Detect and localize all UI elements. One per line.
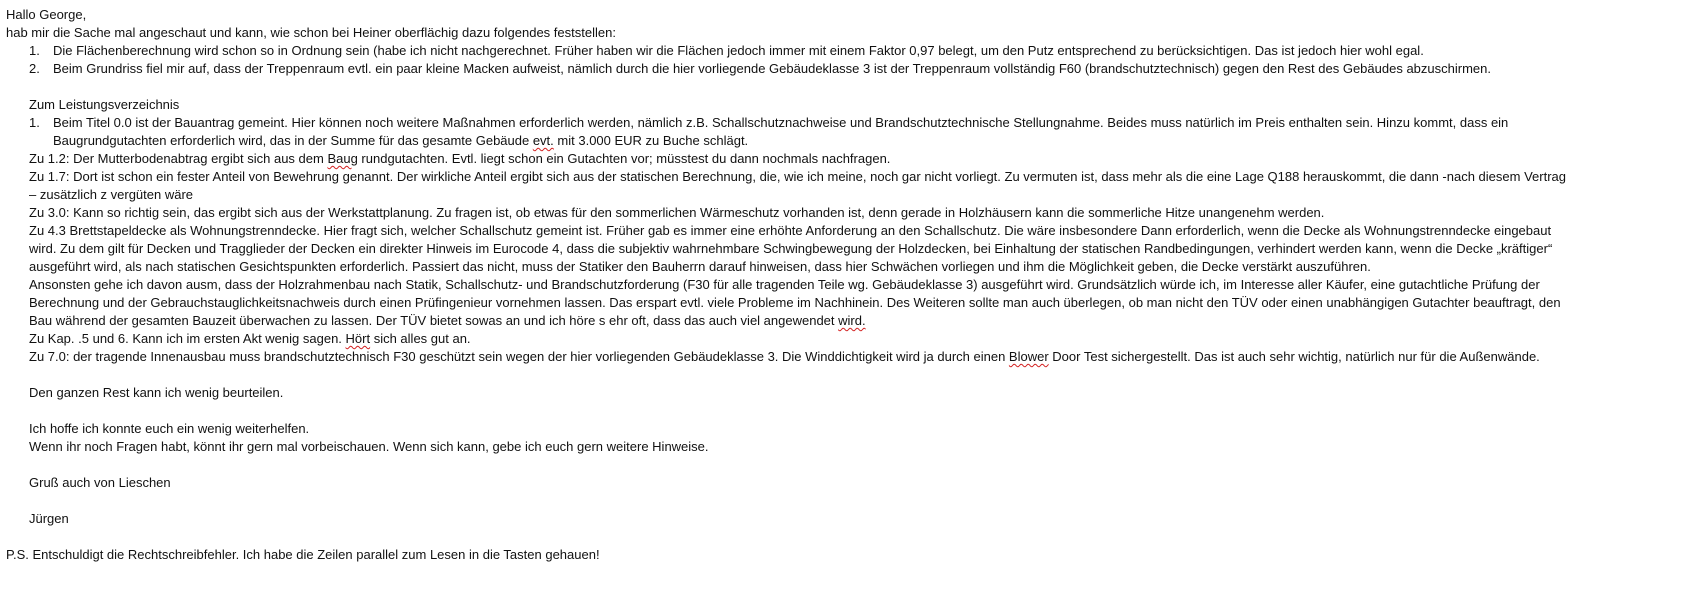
paragraph-kap (6, 330, 1676, 348)
section-title: Zum Leistungsverzeichnis (29, 97, 180, 112)
blank-line (6, 528, 1676, 546)
list-number: 1. (29, 43, 40, 58)
text-run: Ansonsten gehe ich davon ausm, dass der Holzrahmenbau nach Statik, Schallschutz- und Brandschutzforderung (F30 für alle tragenden Teile wg. Gebäudeklasse 3) ausgeführt wird. Grundsätzlich würde ich, im Interesse aller Käufer, eine gutachtliche Prüfung der Berechnung und der Gebrauchstauglichkeitsnachweis durch einen Prüfingenieur vornehmen lassen. Das erspart evtl. viele Probleme im Nachhinein. Des Weiteren sollte man auch überlegen, ob man nicht den TÜV oder einen unabhängigen Gutachter beauftragt, den Bau während der gesamten Bauzeit überwachen zu lassen. Der TÜV bietet sowas an und ich höre s ehr oft, dass das auch viel angewendet (29, 277, 1561, 328)
spelling-error-mark: Hört (345, 331, 371, 346)
blank-line (6, 366, 1676, 384)
rest-line: Den ganzen Rest kann ich wenig beurteilen. (29, 385, 284, 400)
paragraph-z43: Zu 4.3 Brettstapeldecke als Wohnungstrenndecke. Hier fragt sich, welcher Schallschutz gemeint ist. Früher gab es immer eine erhöhte Anforderung an den Schallschutz. Die wäre insbesondere Dann erforderlich, wenn die Decke als Wohnungstrenndecke eingebaut wird. Zu dem gilt für Decken und Tragglieder der Decken ein direkter Hinweis im Eurocode 4, dass die subjektiv wahrnehmbare Schwingbewegung der Holzdecken, bei Einhaltung der statischen Randbedingungen, verhindert werden kann, wenn die Decke „kräftiger“ ausgeführt wird, als nach statischen Gesichtspunkten erforderlich. Passiert das nicht, muss der Statiker den Bauherrn darauf hinweisen, dass hier Schwächen vorliegen und ihm die Möglichkeit geben, die Decke verstärkt auszuführen. (29, 223, 1553, 274)
hope-line: Ich hoffe ich konnte euch ein wenig weiterhelfen. (29, 421, 310, 436)
greeting: Hallo George, (6, 7, 87, 22)
list-item (6, 42, 1676, 60)
spelling-error-mark: Blower (1008, 349, 1049, 364)
text-run: Door Test sichergestellt. Das ist auch sehr wichtig, natürlich nur für die Außenwände. (1048, 349, 1540, 364)
spelling-error-mark: wird. (838, 313, 866, 328)
spelling-error-mark: Baug (327, 151, 358, 166)
list-item-text: Die Flächenberechnung wird schon so in Ordnung sein (habe ich nicht nachgerechnet. Früher haben wir die Flächen jedoch immer mit einem Faktor 0,97 belegt, um den Putz entsprechend zu berücksichtigen. Das ist jedoch hier wohl egal. (53, 43, 1424, 58)
list-item-text-end: mit 3.000 EUR zu Buche schlägt. (553, 133, 749, 148)
postscript: P.S. Entschuldigt die Rechtschreibfehler. Ich habe die Zeilen parallel zum Lesen in die Tasten gehauen! (6, 547, 600, 562)
paragraph-z70 (6, 348, 1676, 366)
blank-line (6, 402, 1676, 420)
list-item (6, 60, 1676, 78)
paragraph-z17: Zu 1.7: Dort ist schon ein fester Anteil von Bewehrung genannt. Der wirkliche Anteil ergibt sich aus der statischen Berechnung, die, wie ich meine, noch gar nicht vorliegt. Zu vermuten ist, dass mehr als die eine Lage Q188 herauskommt, die dann -nach diesem Vertrag – zusätzlich z vergüten wäre (29, 169, 1566, 202)
list-item (6, 114, 1676, 150)
text-run: sich alles gut an. (370, 331, 471, 346)
intro-line: hab mir die Sache mal angeschaut und kann, wie schon bei Heiner oberflächig dazu folgendes feststellen: (6, 25, 616, 40)
list-number: 2. (29, 61, 40, 76)
text-run: Zu 7.0: der tragende Innenausbau muss brandschutztechnisch F30 geschützt sein wegen der hier vorliegenden Gebäudeklasse 3. Die Winddichtigkeit wird ja durch einen (29, 349, 1009, 364)
list-item-text: Beim Titel 0.0 ist der Bauantrag gemeint. Hier können noch weitere Maßnahmen erforderlich werden, nämlich z.B. Schallschutznachweise und Brandschutztechnische Stellungnahme. Beides muss natürlich im Preis enthalten sein. Hinzu kommt, dass ein Baugrundgutachten erforderlich wird, das in der Summe für das gesamte Gebäude (53, 115, 1509, 148)
blank-line (6, 492, 1676, 510)
paragraph-z30: Zu 3.0: Kann so richtig sein, das ergibt sich aus der Werkstattplanung. Zu fragen ist, ob etwas für den sommerlichen Wärmeschutz vorhanden ist, denn gerade in Holzhäusern kann die sommerliche Hitze unangenehm werden. (29, 205, 1325, 220)
text-run: rundgutachten. Evtl. liegt schon ein Gutachten vor; müsstest du dann nochmals nachfragen. (357, 151, 891, 166)
list-item-text: Beim Grundriss fiel mir auf, dass der Treppenraum evtl. ein paar kleine Macken aufweist, nämlich durch die hier vorliegende Gebäudeklasse 3 ist der Treppenraum vollständig F60 (brandschutztechnisch) gegen den Rest des Gebäudes abzuschirmen. (53, 61, 1491, 76)
questions-line: Wenn ihr noch Fragen habt, könnt ihr gern mal vorbeischauen. Wenn sich kann, gebe ich euch gern weitere Hinweise. (29, 439, 709, 454)
spelling-error-mark: evt. (532, 133, 554, 148)
regards-line: Gruß auch von Lieschen (29, 475, 171, 490)
blank-line (6, 78, 1676, 96)
text-run: Zu Kap. .5 und 6. Kann ich im ersten Akt wenig sagen. (29, 331, 346, 346)
paragraph-z12 (6, 150, 1676, 168)
text-run: Zu 1.2: Der Mutterbodenabtrag ergibt sich aus dem (29, 151, 328, 166)
signature: Jürgen (29, 511, 69, 526)
paragraph-ansonsten (6, 276, 1676, 330)
list-number: 1. (29, 115, 40, 130)
blank-line (6, 456, 1676, 474)
